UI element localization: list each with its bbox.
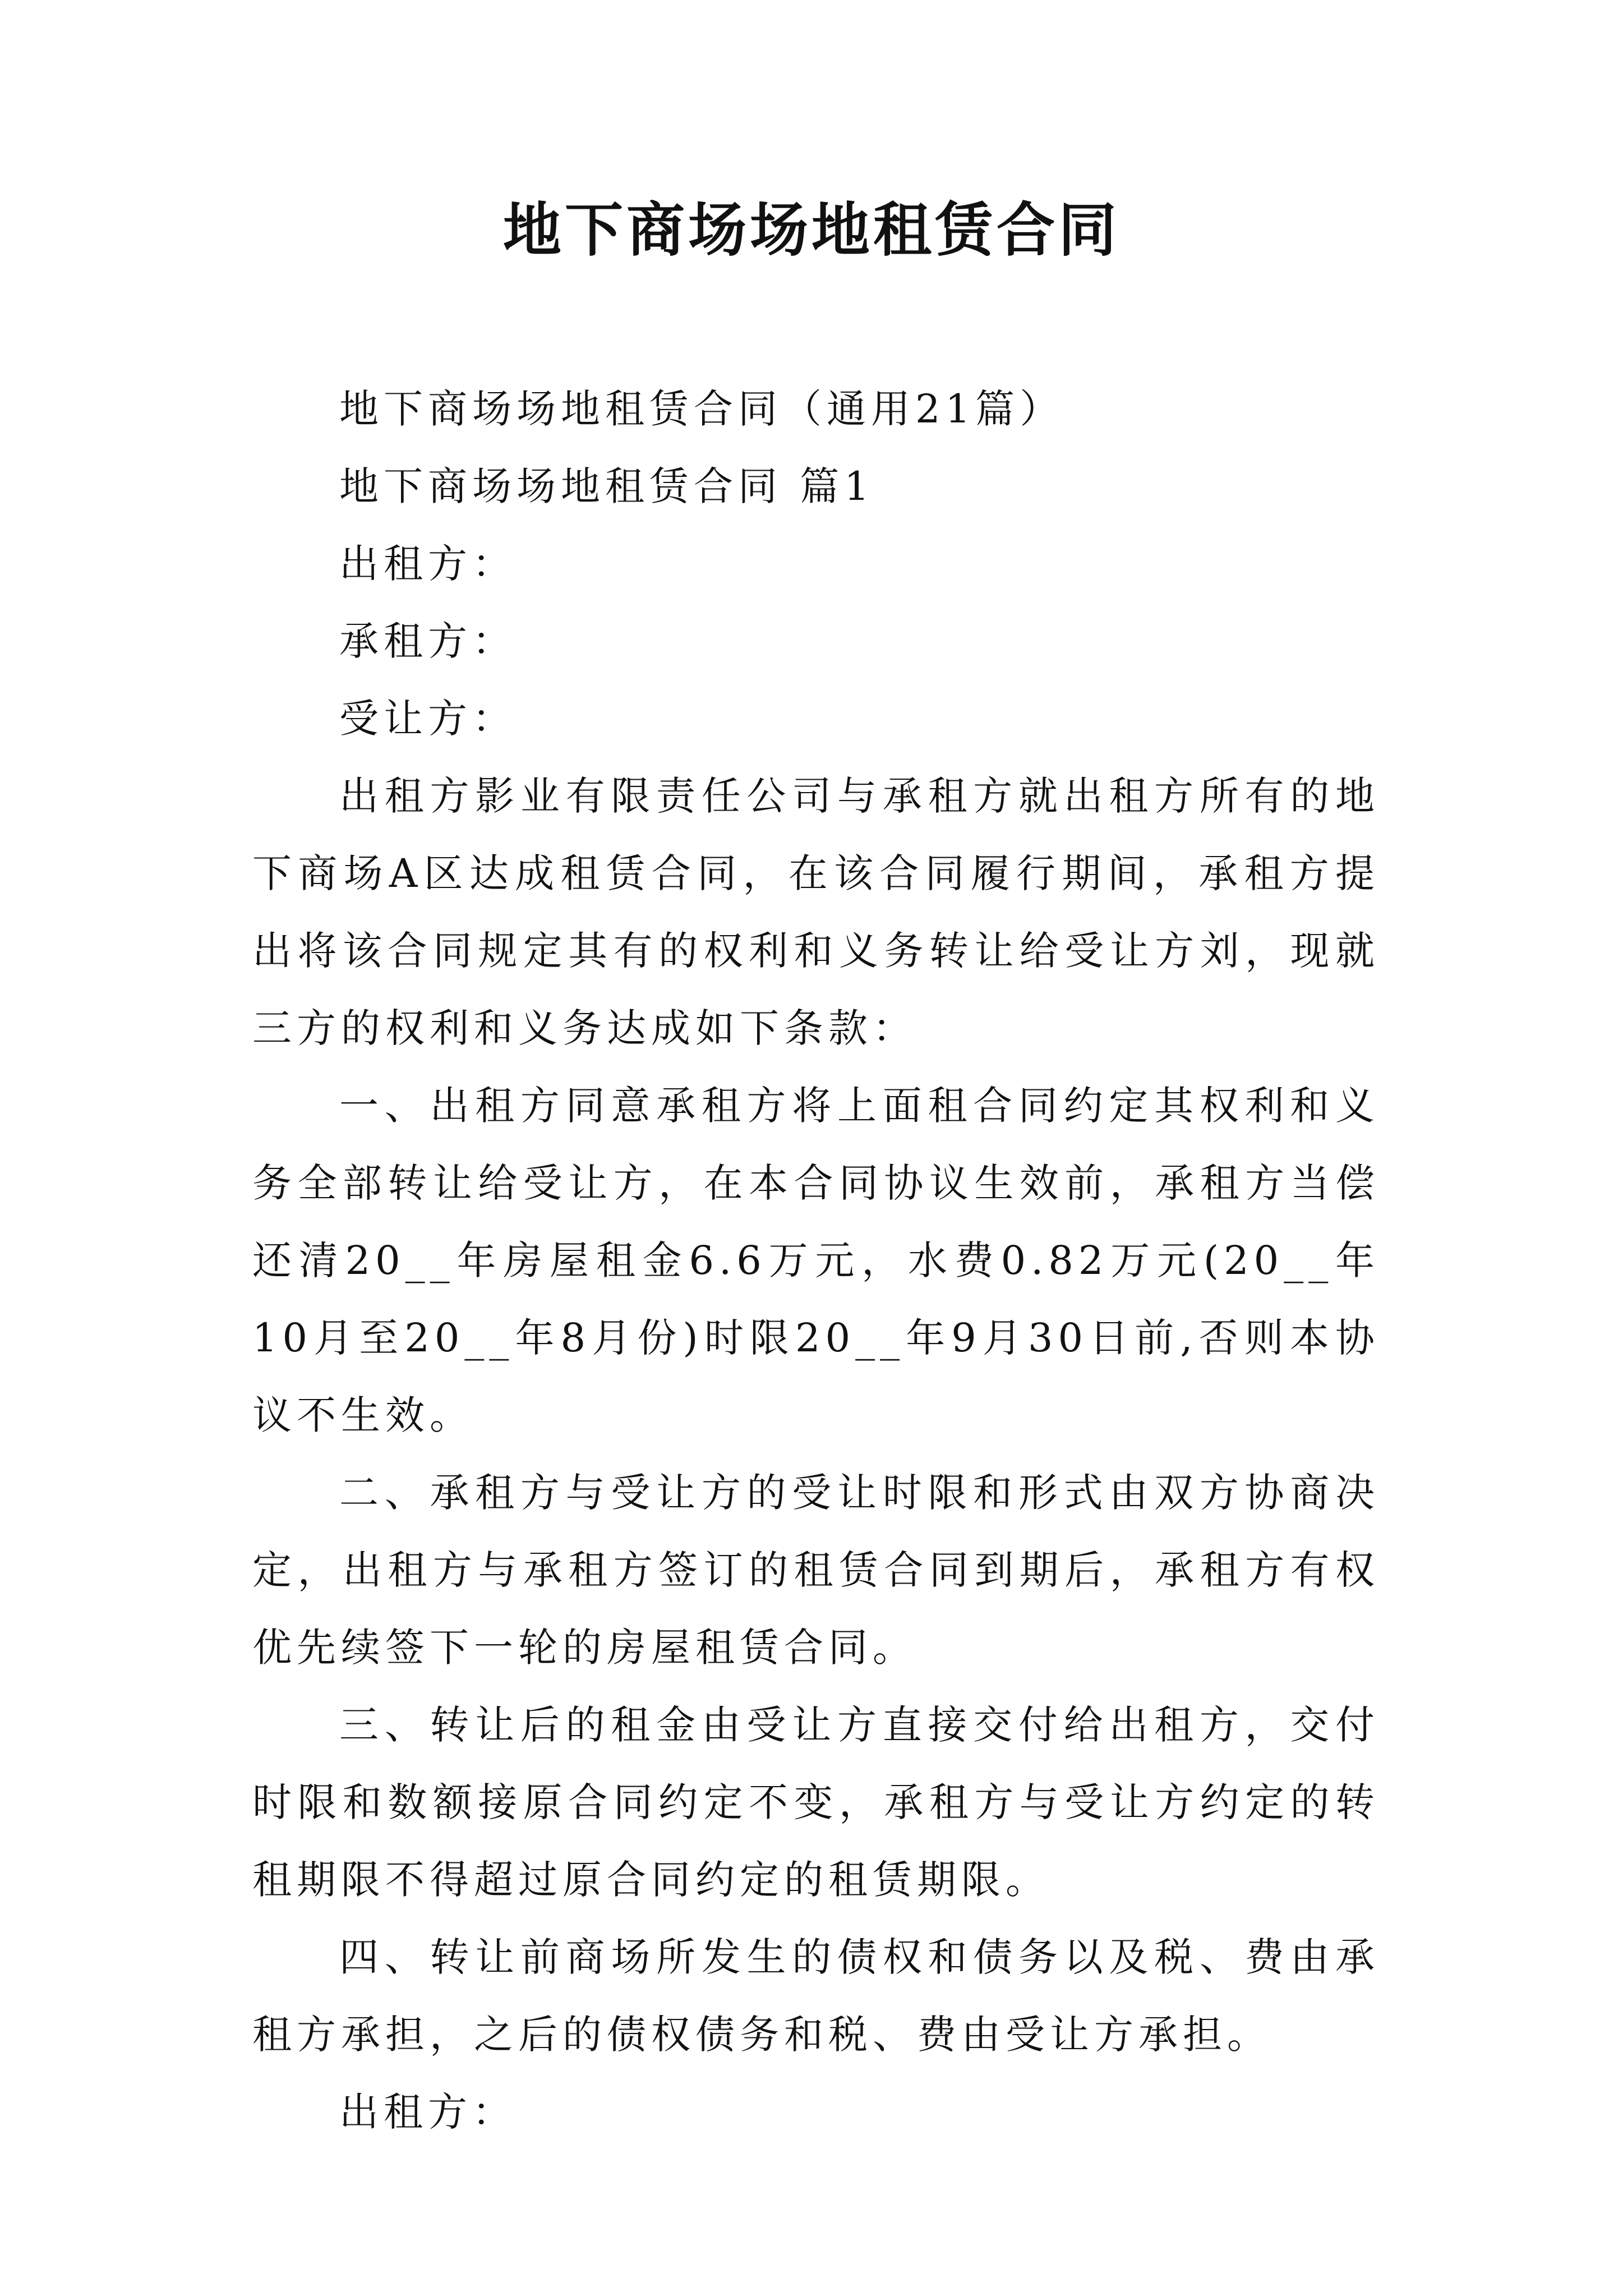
paragraph-intro: 出租方影业有限责任公司与承租方就出租方所有的地下商场A区达成租赁合同，在该合同履行期间，承租方提出将该合同规定其有的权利和义务转让给受让方刘，现就三方的权利和义务达成如下条款： xyxy=(252,773,1380,1051)
section-heading: 地下商场场地租赁合同 篇1 xyxy=(339,463,874,509)
paragraph-clause-3: 三、转让后的租金由受让方直接交付给出租方，交付时限和数额接原合同约定不变，承租方与受让方约定的转租期限不得超过原合同约定的租赁期限。 xyxy=(252,1702,1380,1903)
party-lessor-label: 出租方： xyxy=(339,541,517,587)
closing-lessor-label: 出租方： xyxy=(339,2089,517,2135)
paragraph-clause-1: 一、出租方同意承租方将上面租合同约定其权利和义务全部转让给受让方，在本合同协议生效前，承租方当偿还清20__年房屋租金6.6万元，水费0.82万元(20__年10月至20__年8月份)时限20__年9月30日前,否则本协议不生效。 xyxy=(252,1083,1380,1438)
document-title: 地下商场场地租赁合同 xyxy=(502,195,1120,264)
party-transferee-label: 受让方： xyxy=(339,696,517,742)
paragraph-clause-4: 四、转让前商场所发生的债权和债务以及税、费由承租方承担，之后的债权债务和税、费由受让方承担。 xyxy=(252,1934,1380,2058)
paragraph-clause-2: 二、承租方与受让方的受让时限和形式由双方协商决定，出租方与承租方签订的租赁合同到期后，承租方有权优先续签下一轮的房屋租赁合同。 xyxy=(252,1470,1380,1671)
document-body xyxy=(252,370,1380,2151)
party-lessee-label: 承租方： xyxy=(339,618,517,664)
document-subtitle: 地下商场场地租赁合同（通用21篇） xyxy=(339,386,1064,432)
